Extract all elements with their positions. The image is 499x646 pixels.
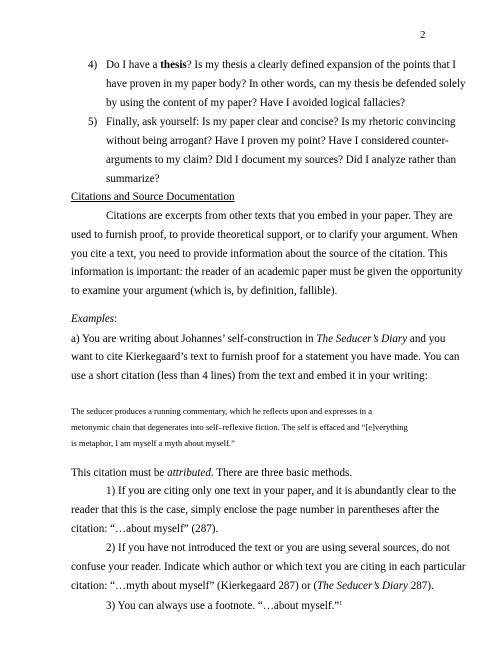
book-title-2: The Seducer’s Diary — [317, 580, 408, 592]
method-2-line-1: 2) If you have not introduced the text or you are using several sources, do not — [106, 542, 450, 554]
example-a-line-3: use a short citation (less than 4 lines) from the text and embed it in your writing: — [71, 370, 428, 382]
list-item-5-line-3: arguments to my claim? Did I document my sources? Did I analyze rather than — [106, 154, 457, 166]
footnote-marker: 1 — [339, 601, 343, 607]
example-a-line-1: a) You are writing about Johannes’ self-construction in The Seducer’s Diary and you — [71, 333, 446, 345]
book-title: The Seducer’s Diary — [316, 333, 408, 345]
list-item-5-line-4: summarize? — [106, 173, 160, 185]
method-2-line-3: citation: “…myth about myself” (Kierkegaard 287) or (The Seducer’s Diary 287). — [71, 580, 434, 592]
intro-line-4: information is important: the reader of an academic paper must be given the opportunity — [71, 266, 463, 278]
intro-line-1: Citations are excerpts from other texts that you embed in your paper. They are — [106, 210, 453, 222]
block-quote-line-2: metonymic chain that degenerates into self–reflexive fiction. The self is effaced and “[e]verything — [71, 422, 408, 432]
section-heading: Citations and Source Documentation — [71, 191, 235, 203]
method-1-line-2: reader that this is the case, simply enclose the page number in parentheses after the — [71, 504, 440, 516]
list-item-4-line-2: have proven in my paper body? In other words, can my thesis be defended solely — [106, 78, 466, 90]
method-1-line-1: 1) If you are citing only one text in your paper, and it is abundantly clear to the — [106, 485, 457, 497]
thesis-term: thesis — [160, 59, 187, 71]
list-item-4-line-1: Do I have a thesis? Is my thesis a clearly defined expansion of the points that I — [106, 59, 456, 71]
intro-line-2: used to furnish proof, to provide theoretical support, or to clarify your argument. When — [71, 229, 458, 241]
attribution-line: This citation must be attributed. There are three basic methods. — [71, 467, 353, 479]
list-number-4: 4) — [88, 59, 98, 71]
attributed-term: attributed — [167, 467, 211, 479]
method-2-line-2: confuse your reader. Indicate which author or which text you are citing in each particular — [71, 561, 466, 573]
list-item-4-line-3: by using the content of my paper? Have I avoided logical fallacies? — [106, 97, 406, 109]
intro-line-3: you cite a text, you need to provide information about the source of the citation. This — [71, 248, 448, 260]
examples-label: Examples: — [71, 313, 118, 325]
method-3-line: 3) You can always use a footnote. “…about myself.”$^1$ — [106, 600, 343, 612]
example-a-line-2: want to cite Kierkegaard’s text to furnish proof for a statement you have made. You can — [71, 351, 460, 363]
block-quote-line-1: The seducer produces a running commentary, which he reflects upon and expresses in a — [71, 406, 373, 416]
intro-line-5: to examine your argument (which is, by definition, fallible). — [71, 285, 338, 297]
list-number-5: 5) — [88, 116, 98, 128]
method-1-line-3: citation: “…about myself” (287). — [71, 523, 219, 535]
page-number: 2 — [420, 29, 426, 41]
list-item-5-line-1: Finally, ask yourself: Is my paper clear and concise? Is my rhetoric convincing — [106, 116, 456, 128]
block-quote-line-3: is metaphor, I am myself a myth about myself.” — [71, 438, 235, 448]
list-item-5-line-2: without being arrogant? Have I proven my point? Have I considered counter- — [106, 135, 449, 147]
